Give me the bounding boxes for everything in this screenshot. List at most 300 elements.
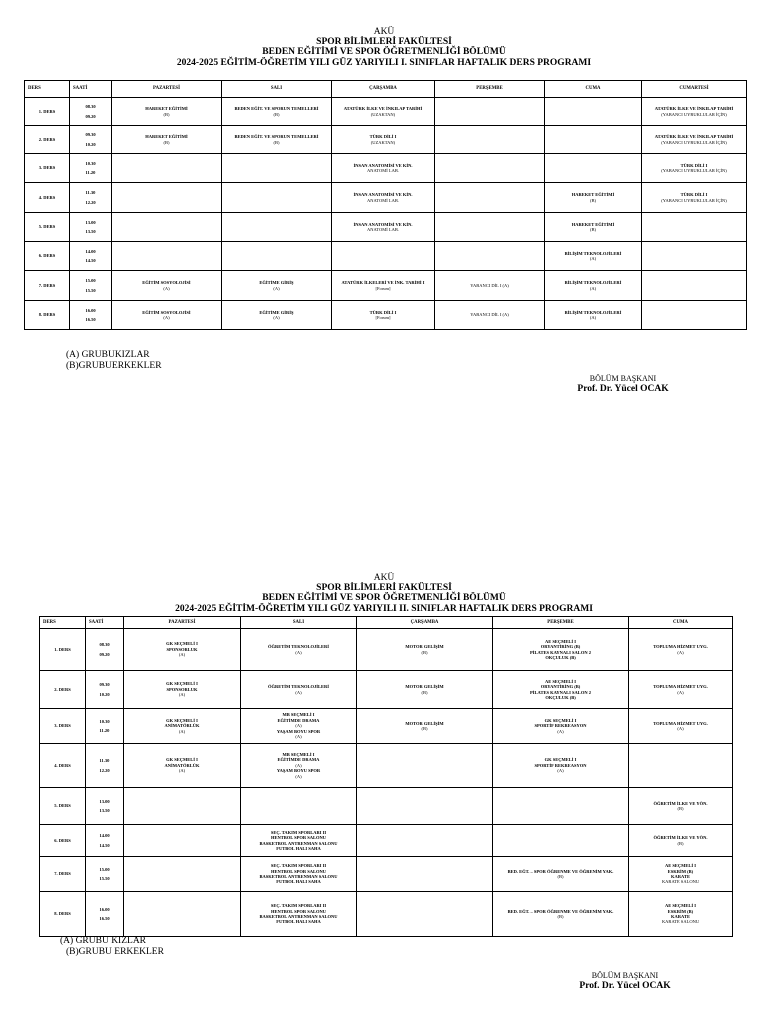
course-name: OKÇULUK (B) <box>545 694 576 700</box>
course-cell <box>545 126 642 154</box>
column-header: PAZARTESİ <box>112 81 222 98</box>
lesson-number: 5. DERS <box>40 788 86 825</box>
course-detail: (A) <box>589 285 597 291</box>
course-cell <box>124 629 241 671</box>
lesson-number: 7. DERS <box>25 271 70 301</box>
course-cell <box>435 213 545 242</box>
course-name: ANİMATÖRLÜK <box>164 723 200 729</box>
course-cell <box>642 242 747 271</box>
column-header: SAATİ <box>86 617 124 629</box>
course-name: BİLİŞİM TEKNOLOJİLERİ <box>564 280 622 286</box>
course-cell <box>493 825 629 857</box>
lesson-time <box>70 154 112 183</box>
course-detail: (B) <box>557 914 564 919</box>
start-time: 09.30 <box>85 132 96 138</box>
course-name: GK SEÇMELİ I <box>166 641 198 647</box>
course-name: YAŞAM BOYU SPOR <box>276 728 321 734</box>
course-cell <box>332 271 435 301</box>
schedule-row <box>40 825 733 857</box>
course-cell <box>435 98 545 126</box>
course-cell <box>124 709 241 744</box>
lesson-number: 2. DERS <box>40 671 86 709</box>
course-cell <box>112 242 222 271</box>
course-cell <box>357 629 493 671</box>
end-time: 14.50 <box>99 842 110 848</box>
course-detail: (A) <box>295 723 302 729</box>
lesson-time <box>70 98 112 126</box>
course-cell <box>332 213 435 242</box>
course-detail: ANATOMİ LAB. <box>367 227 399 232</box>
course-cell <box>241 709 357 744</box>
schedule-title: 2024-2025 EĞİTİM-ÖĞRETİM YILI GÜZ YARIYILI II. SINIFLAR HAFTALIK DERS PROGRAMI <box>175 603 593 614</box>
course-detail: (A) <box>163 315 170 320</box>
course-detail: ANATOMİ LAB. <box>367 168 399 173</box>
course-detail: (A) <box>677 649 684 655</box>
course-detail: (B) <box>421 649 428 655</box>
lesson-number: 6. DERS <box>25 242 70 271</box>
course-name: ATATÜRK İLKELERİ VE İNK. TARİHİ I <box>341 280 425 286</box>
column-header: SALI <box>222 81 332 98</box>
schedule-row <box>40 744 733 788</box>
start-time: 11.30 <box>85 190 96 196</box>
course-cell <box>629 744 733 788</box>
course-cell <box>241 671 357 709</box>
course-detail: (UZAKTAN) <box>370 111 396 117</box>
course-cell <box>493 788 629 825</box>
university-name: AKÜ <box>373 573 395 583</box>
course-cell <box>435 242 545 271</box>
course-cell <box>241 857 357 892</box>
signature-block <box>560 373 686 395</box>
lesson-time <box>86 788 124 825</box>
start-time: 14.00 <box>99 833 110 839</box>
course-detail: (B) <box>677 806 684 811</box>
course-detail: (B) <box>163 139 170 145</box>
legend-group-b: (B)GRUBU ERKEKLER <box>66 947 164 957</box>
lesson-time <box>70 183 112 213</box>
course-cell <box>357 744 493 788</box>
lesson-number: 4. DERS <box>25 183 70 213</box>
course-detail: (A) <box>178 728 186 734</box>
lesson-number: 3. DERS <box>40 709 86 744</box>
end-time: 15.50 <box>85 287 96 293</box>
course-detail: KARATE SALONU <box>661 879 700 885</box>
start-time: 09.30 <box>99 682 110 688</box>
end-time: 13.50 <box>85 229 96 234</box>
course-cell <box>629 709 733 744</box>
course-cell <box>642 154 747 183</box>
lesson-number: 1. DERS <box>40 629 86 671</box>
course-cell <box>629 857 733 892</box>
course-name: PİLATES KAYNALI SALON 2 <box>530 649 591 655</box>
signature-name: Prof. Dr. Yücel OCAK <box>577 384 669 394</box>
course-name: YAŞAM BOYU SPOR <box>276 768 321 774</box>
schedule-row <box>40 671 733 709</box>
course-cell <box>241 825 357 857</box>
schedule-row <box>25 183 747 213</box>
course-name: BED. EĞT. – SPOR ÖĞRENME VE ÖĞRENİM YAK. <box>507 868 614 874</box>
course-name: AE SEÇMELİ I <box>664 903 696 909</box>
course-cell <box>332 183 435 213</box>
lesson-number: 1. DERS <box>25 98 70 126</box>
end-time: 12.20 <box>85 199 96 205</box>
course-name: EĞİTİM SOSYOLOJİSİ <box>142 280 191 286</box>
course-cell <box>332 242 435 271</box>
course-cell <box>241 788 357 825</box>
course-cell <box>112 183 222 213</box>
course-detail: (B) <box>421 689 428 695</box>
column-header: CUMA <box>629 617 733 629</box>
course-name: BASKETBOL ANTRENMAN SALONU <box>259 874 338 879</box>
course-cell <box>642 301 747 330</box>
schedule-1-table <box>24 80 747 330</box>
course-name: FUTBOL HALI SAHA <box>276 879 321 885</box>
schedule-row <box>40 788 733 825</box>
end-time: 11.20 <box>85 170 96 175</box>
course-detail: (A) <box>178 768 186 774</box>
course-name: BED. EĞT. – SPOR ÖĞRENME VE ÖĞRENİM YAK. <box>507 908 614 914</box>
course-cell <box>222 183 332 213</box>
course-cell <box>435 301 545 330</box>
university-name: AKÜ <box>373 27 395 37</box>
course-detail: (A) <box>677 689 684 695</box>
course-name: HAREKET EĞİTİMİ <box>571 221 615 227</box>
course-detail: (A) <box>295 649 302 655</box>
course-name: MOTOR GELİŞİM <box>405 684 444 690</box>
course-detail: [Forum] <box>375 285 391 291</box>
course-name: HENTBOL SPOR SALONU <box>270 868 326 874</box>
schedule-2-table <box>39 616 733 937</box>
end-time: 16.50 <box>99 916 110 921</box>
course-name: ORYANTİRİNG (B) <box>540 644 581 650</box>
legend-group-a: (A) GRUBU KIZLAR <box>60 936 147 946</box>
end-time: 10.20 <box>99 691 110 697</box>
course-detail: (A) <box>295 689 302 695</box>
lesson-time <box>86 892 124 937</box>
course-cell <box>642 126 747 154</box>
column-header: ÇARŞAMBA <box>357 617 493 629</box>
start-time: 08.30 <box>99 642 110 648</box>
course-cell <box>642 271 747 301</box>
course-name: EĞİTİM SOSYOLOJİSİ <box>142 309 191 315</box>
course-cell <box>545 154 642 183</box>
course-detail: (A) <box>677 726 684 731</box>
course-name: SEÇ. TAKIM SPORLARI II <box>270 903 327 909</box>
course-cell <box>642 183 747 213</box>
course-detail: (A) <box>589 256 597 261</box>
schedule-row <box>25 98 747 126</box>
start-time: 16.00 <box>85 307 96 313</box>
course-name: SEÇ. TAKIM SPORLARI II <box>270 863 327 869</box>
course-cell <box>629 892 733 937</box>
course-cell <box>124 788 241 825</box>
course-cell <box>435 183 545 213</box>
faculty-name: SPOR BİLİMLERİ FAKÜLTESİ <box>316 583 452 594</box>
lesson-number: 6. DERS <box>40 825 86 857</box>
lesson-time <box>86 671 124 709</box>
course-name: HAREKET EĞİTİMİ <box>145 106 188 112</box>
start-time: 15.00 <box>85 278 96 284</box>
schedule-row <box>40 857 733 892</box>
course-name: KARATE <box>671 914 690 919</box>
lesson-number: 3. DERS <box>25 154 70 183</box>
course-name: PİLATES KAYNALI SALON 2 <box>530 689 591 695</box>
end-time: 16.50 <box>85 317 96 322</box>
course-name: GK SEÇMELİ I <box>544 757 577 763</box>
course-detail: (A) <box>295 773 302 779</box>
schedule-row <box>25 271 747 301</box>
lesson-number: 7. DERS <box>40 857 86 892</box>
course-detail: YABANCI DİL I (A) <box>470 282 509 288</box>
course-name: İNSAN ANATOMİSİ VE KİN. <box>353 192 413 198</box>
course-name: KARATE <box>671 874 690 879</box>
course-name: TOPLUMA HİZMET UYG. <box>653 684 708 690</box>
column-header: ÇARŞAMBA <box>332 81 435 98</box>
column-header: DERS <box>40 617 86 629</box>
course-cell <box>493 629 629 671</box>
course-name: BEDEN EĞİT. VE SPORUN TEMELLERİ <box>234 134 319 140</box>
end-time: 10.20 <box>85 141 96 147</box>
course-cell <box>642 213 747 242</box>
course-detail: (A) <box>273 285 280 291</box>
course-name: TÜRK DİLİ I <box>369 134 397 140</box>
column-header: DERS <box>25 81 70 98</box>
course-cell <box>435 271 545 301</box>
course-cell <box>124 892 241 937</box>
course-cell <box>629 825 733 857</box>
column-header: CUMA <box>545 81 642 98</box>
course-name: MB SEÇMELİ I <box>282 751 315 757</box>
course-name: ESKRİM (B) <box>667 908 694 914</box>
course-detail: (B) <box>273 111 280 117</box>
course-name: İNSAN ANATOMİSİ VE KİN. <box>353 162 413 168</box>
course-cell <box>332 154 435 183</box>
column-header: PAZARTESİ <box>124 617 241 629</box>
column-header: SALI <box>241 617 357 629</box>
course-cell <box>357 857 493 892</box>
course-cell <box>493 709 629 744</box>
course-cell <box>124 857 241 892</box>
course-cell <box>493 892 629 937</box>
course-name: ESKRİM (B) <box>667 868 694 874</box>
course-detail: (B) <box>590 197 596 203</box>
course-cell <box>357 892 493 937</box>
course-detail: (B) <box>590 227 596 232</box>
course-name: GK SEÇMELİ I <box>166 681 198 687</box>
course-name: SPORTİF REKREASYON <box>534 762 587 768</box>
lesson-number: 4. DERS <box>40 744 86 788</box>
start-time: 16.00 <box>99 906 110 912</box>
course-name: EĞİTİME GİRİŞ <box>259 280 294 286</box>
schedule-row <box>25 242 747 271</box>
course-name: AE SEÇMELİ I <box>544 678 576 684</box>
course-name: GK SEÇMELİ I <box>166 717 198 723</box>
course-cell <box>112 213 222 242</box>
course-cell <box>222 242 332 271</box>
course-name: İNSAN ANATOMİSİ VE KİN. <box>353 221 413 227</box>
course-detail: (YABANCI UYRUKLULAR İÇİN) <box>661 139 727 145</box>
course-cell <box>124 825 241 857</box>
course-detail: (A) <box>557 728 564 734</box>
course-name: EĞİTİMDE DRAMA <box>277 757 320 763</box>
course-cell <box>642 98 747 126</box>
course-name: FUTBOL HALI SAHA <box>276 919 321 925</box>
legend-group-a: (A) GRUBUKIZLAR <box>66 350 150 360</box>
course-cell <box>629 629 733 671</box>
course-name: MB SEÇMELİ I <box>282 712 315 718</box>
course-cell <box>357 671 493 709</box>
course-name: ATATÜRK İLKE VE İNKILAP TARİHİ <box>343 106 423 112</box>
course-name: ANİMATÖRLÜK <box>164 762 200 768</box>
lesson-time <box>86 857 124 892</box>
course-cell <box>112 126 222 154</box>
signature-block <box>562 970 688 992</box>
course-cell <box>493 744 629 788</box>
end-time: 13.50 <box>99 808 110 813</box>
course-detail: (A) <box>163 285 170 291</box>
signature-name: Prof. Dr. Yücel OCAK <box>579 981 671 991</box>
course-detail: (B) <box>273 139 280 145</box>
course-detail: (B) <box>677 840 684 846</box>
column-header: PERŞEMBE <box>435 81 545 98</box>
course-detail: (YABANCI UYRUKLULAR İÇİN) <box>661 111 727 117</box>
course-name: EĞİTİMDE DRAMA <box>277 717 320 723</box>
course-cell <box>357 788 493 825</box>
course-name: ÖĞRETİM İLKE VE YÖN. <box>653 835 708 841</box>
group-legend <box>66 350 162 372</box>
lesson-time <box>86 825 124 857</box>
course-name: GK SEÇMELİ I <box>166 757 198 763</box>
schedule-row <box>25 301 747 330</box>
course-name: TÜRK DİLİ I <box>680 162 708 168</box>
course-cell <box>357 709 493 744</box>
department-name: BEDEN EĞİTİMİ VE SPOR ÖĞRETMENLİĞİ BÖLÜMÜ <box>262 593 506 604</box>
schedule-row <box>40 709 733 744</box>
signature-title: BÖLÜM BAŞKANI <box>589 374 657 383</box>
end-time: 14.50 <box>85 258 96 263</box>
lesson-time <box>86 709 124 744</box>
course-name: ATATÜRK İLKE VE İNKILAP TARİHİ <box>654 106 734 112</box>
course-cell <box>545 98 642 126</box>
course-name: AE SEÇMELİ I <box>664 863 696 869</box>
course-detail: (A) <box>178 652 186 658</box>
start-time: 08.30 <box>85 104 96 110</box>
course-name: SPONSORLUK <box>166 686 198 692</box>
course-name: SPONSORLUK <box>166 646 198 652</box>
course-detail: KARATE SALONU <box>661 919 700 925</box>
schedule-row <box>25 154 747 183</box>
course-cell <box>357 825 493 857</box>
course-cell <box>493 857 629 892</box>
course-cell <box>222 126 332 154</box>
course-cell <box>112 271 222 301</box>
course-cell <box>435 154 545 183</box>
start-time: 15.00 <box>99 866 110 872</box>
schedule-1-header <box>0 27 768 68</box>
course-name: ORYANTİRİNG (B) <box>540 684 581 690</box>
course-cell <box>545 183 642 213</box>
course-cell <box>545 242 642 271</box>
end-time: 09.20 <box>99 651 110 657</box>
course-cell <box>112 301 222 330</box>
course-name: TOPLUMA HİZMET UYG. <box>653 644 708 650</box>
course-cell <box>332 301 435 330</box>
lesson-number: 8. DERS <box>40 892 86 937</box>
course-name: ATATÜRK İLKE VE İNKILAP TARİHİ <box>654 134 734 140</box>
course-name: TOPLUMA HİZMET UYG. <box>653 720 708 726</box>
schedule-row <box>25 213 747 242</box>
course-cell <box>629 788 733 825</box>
schedule-2-header <box>0 573 768 614</box>
course-name: SPORTİF REKREASYON <box>534 723 587 729</box>
lesson-time <box>70 242 112 271</box>
course-name: SEÇ. TAKIM SPORLARI II <box>270 829 327 835</box>
lesson-number: 5. DERS <box>25 213 70 242</box>
course-cell <box>545 301 642 330</box>
column-header: SAATİ <box>70 81 112 98</box>
course-detail: [Forum] <box>375 315 391 320</box>
course-cell <box>435 126 545 154</box>
schedule-title: 2024-2025 EĞİTİM-ÖĞRETİM YILI GÜZ YARIYILI I. SINIFLAR HAFTALIK DERS PROGRAMI <box>176 57 592 68</box>
course-name: BASKETBOL ANTRENMAN SALONU <box>259 914 338 919</box>
course-name: BİLİŞİM TEKNOLOJİLERİ <box>564 250 622 256</box>
signature-title: BÖLÜM BAŞKANI <box>591 971 659 980</box>
course-cell <box>332 126 435 154</box>
course-cell <box>241 744 357 788</box>
course-name: OKÇULUK (B) <box>545 654 576 660</box>
start-time: 13.00 <box>85 219 96 225</box>
course-cell <box>112 98 222 126</box>
end-time: 09.20 <box>85 113 96 119</box>
course-name: BİLİŞİM TEKNOLOJİLERİ <box>564 309 622 315</box>
course-cell <box>112 154 222 183</box>
lesson-time <box>86 744 124 788</box>
start-time: 13.00 <box>99 798 110 804</box>
course-name: MOTOR GELİŞİM <box>405 644 444 650</box>
course-detail: ANATOMİ LAB. <box>367 197 399 203</box>
end-time: 12.20 <box>99 767 110 773</box>
course-cell <box>222 301 332 330</box>
course-cell <box>241 629 357 671</box>
lesson-number: 2. DERS <box>25 126 70 154</box>
department-name: BEDEN EĞİTİMİ VE SPOR ÖĞRETMENLİĞİ BÖLÜMÜ <box>262 47 506 58</box>
course-detail: (B) <box>557 874 564 879</box>
course-cell <box>493 671 629 709</box>
legend-group-b: (B)GRUBUERKEKLER <box>66 361 162 371</box>
course-name: HENTBOL SPOR SALONU <box>270 908 326 914</box>
course-name: TÜRK DİLİ I <box>680 192 708 198</box>
course-detail: (A) <box>589 315 597 320</box>
course-name: ÖĞRETİM TEKNOLOJİLERİ <box>267 684 330 690</box>
course-detail: (B) <box>421 726 428 731</box>
course-detail: (A) <box>295 734 302 740</box>
lesson-time <box>70 301 112 330</box>
lesson-time <box>70 271 112 301</box>
course-name: FUTBOL HALI SAHA <box>276 845 321 851</box>
lesson-time <box>70 213 112 242</box>
course-cell <box>332 98 435 126</box>
group-legend <box>60 936 164 958</box>
course-name: ÖĞRETİM TEKNOLOJİLERİ <box>267 644 330 650</box>
course-name: BASKETBOL ANTRENMAN SALONU <box>259 840 338 846</box>
column-header: PERŞEMBE <box>493 617 629 629</box>
course-name: HAREKET EĞİTİMİ <box>571 192 615 198</box>
course-detail: (A) <box>295 762 302 768</box>
schedule-row <box>40 892 733 937</box>
course-detail: (UZAKTAN) <box>370 139 396 145</box>
course-cell <box>124 671 241 709</box>
faculty-name: SPOR BİLİMLERİ FAKÜLTESİ <box>316 37 452 48</box>
